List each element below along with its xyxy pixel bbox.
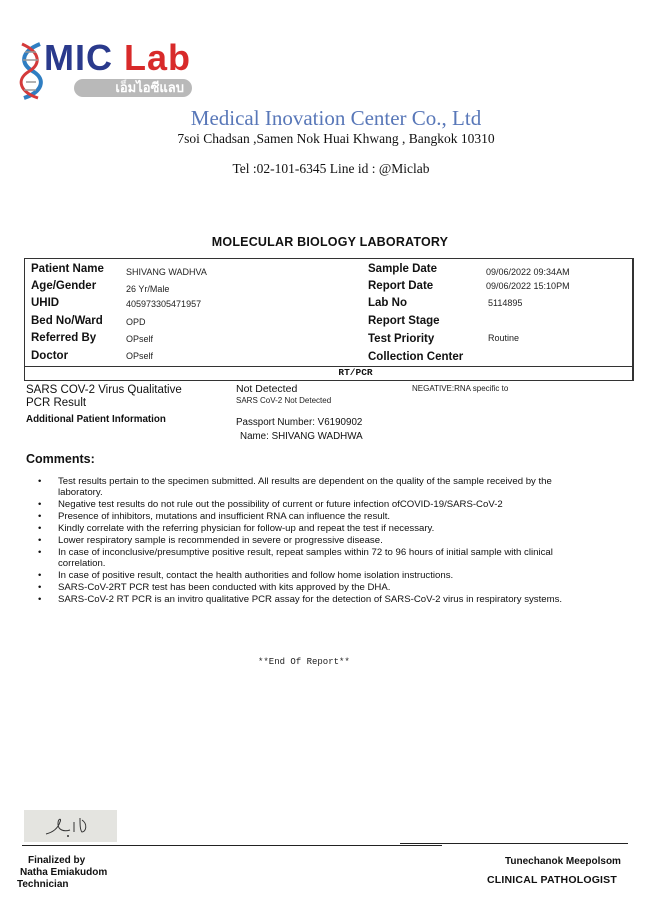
result-value: Not Detected xyxy=(236,383,298,395)
result-detail: SARS CoV-2 Not Detected xyxy=(236,396,332,405)
logo-lab-text: Lab xyxy=(124,37,192,78)
bullet-icon: • xyxy=(38,547,42,559)
value-referred-by: OPself xyxy=(126,334,154,344)
test-name-line2: PCR Result xyxy=(26,397,87,409)
dna-helix-icon xyxy=(14,42,48,100)
signature-line-left xyxy=(22,845,442,846)
label-collection-center: Collection Center xyxy=(368,351,464,363)
technician-name: Natha Emiakudom xyxy=(20,867,108,878)
bullet-icon: • xyxy=(38,535,42,547)
passport-number: Passport Number: V6190902 xyxy=(236,417,363,428)
value-report-date: 09/06/2022 15:10PM xyxy=(486,281,570,291)
label-report-date: Report Date xyxy=(368,280,434,292)
signature-line-right xyxy=(400,843,628,844)
label-doctor: Doctor xyxy=(31,350,69,362)
label-referred-by: Referred By xyxy=(31,332,97,344)
value-doctor: OPself xyxy=(126,351,154,361)
end-of-report: **End Of Report** xyxy=(258,657,350,667)
comments-heading: Comments: xyxy=(26,452,95,466)
value-lab-no: 5114895 xyxy=(488,298,523,308)
value-patient-name: SHIVANG WADHVA xyxy=(126,267,207,277)
technician-title: Technician xyxy=(17,879,69,890)
comment-item: • Kindly correlate with the referring physician for follow-up and repeat the test if necessary. xyxy=(38,523,435,535)
finalized-by-label: Finalized by xyxy=(28,855,86,866)
comment-item: • Negative test results do not rule out the possibility of current or future infection ofCOVID-19/SARS-CoV-2 xyxy=(38,498,503,510)
pathologist-title: CLINICAL PATHOLOGIST xyxy=(487,874,617,886)
bullet-icon: • xyxy=(38,570,42,582)
value-bed-ward: OPD xyxy=(126,317,146,327)
company-address: 7soi Chadsan ,Samen Nok Huai Khwang , Bangkok 10310 xyxy=(177,131,495,146)
label-bed-ward: Bed No/Ward xyxy=(31,315,103,327)
comments-list xyxy=(38,477,598,607)
bullet-icon: • xyxy=(38,510,42,522)
label-patient-name: Patient Name xyxy=(31,263,104,275)
comment-item: • Presence of inhibitors, mutations and insufficient RNA can influence the result. xyxy=(38,510,391,522)
comment-item: • In case of positive result, contact the health authorities and follow home isolation instructions. xyxy=(38,570,454,582)
passport-name: Name: SHIVANG WADHWA xyxy=(240,431,363,442)
company-contact: Tel :02-101-6345 Line id : @Miclab xyxy=(232,161,430,176)
method-row: RT/PCR xyxy=(24,366,634,381)
value-sample-date: 09/06/2022 09:34AM xyxy=(486,267,570,277)
comment-item: • SARS-CoV-2 RT PCR is an invitro qualitative PCR assay for the detection of SARS-CoV-2 virus in respiratory systems. xyxy=(38,594,563,606)
value-uhid: 405973305471957 xyxy=(126,299,202,309)
value-age-gender: 26 Yr/Male xyxy=(126,284,170,294)
department-title: MOLECULAR BIOLOGY LABORATORY xyxy=(211,235,449,249)
bullet-icon: • xyxy=(38,523,42,535)
pathologist-name: Tunechanok Meepolsom xyxy=(505,856,621,867)
test-name-line1: SARS COV-2 Virus Qualitative xyxy=(26,384,182,396)
label-lab-no: Lab No xyxy=(368,297,407,309)
label-sample-date: Sample Date xyxy=(368,263,438,275)
company-name: Medical Inovation Center Co., Ltd xyxy=(190,106,482,130)
result-interpretation: NEGATIVE:RNA specific to xyxy=(412,384,509,393)
comment-item: • Lower respiratory sample is recommended in severe or progressive disease. xyxy=(38,535,383,547)
logo-thai-text: เอ็มไอซีแลบ xyxy=(74,79,192,97)
label-age-gender: Age/Gender xyxy=(31,280,97,292)
bullet-icon: • xyxy=(38,594,42,606)
logo-wordmark xyxy=(44,38,191,78)
signature-scribble-icon xyxy=(24,810,117,842)
comment-item: • In case of inconclusive/presumptive positive result, repeat samples within 72 to 96 hours of initial sample with clinical correlation. xyxy=(38,547,553,570)
label-report-stage: Report Stage xyxy=(368,315,440,327)
bullet-icon: • xyxy=(38,498,42,510)
label-test-priority: Test Priority xyxy=(368,333,435,345)
label-uhid: UHID xyxy=(31,297,60,309)
bullet-icon: • xyxy=(38,476,42,487)
additional-info-label: Additional Patient Information xyxy=(26,414,166,425)
comment-item: • SARS-CoV-2RT PCR test has been conducted with kits approved by the DHA. xyxy=(38,582,391,594)
technician-signature xyxy=(24,810,117,842)
comment-item: • Test results pertain to the specimen submitted. All results are dependent on the quality of the sample received by the laboratory. xyxy=(38,476,552,498)
logo-mic-text: MIC xyxy=(44,37,113,78)
value-test-priority: Routine xyxy=(488,333,520,343)
bullet-icon: • xyxy=(38,582,42,594)
